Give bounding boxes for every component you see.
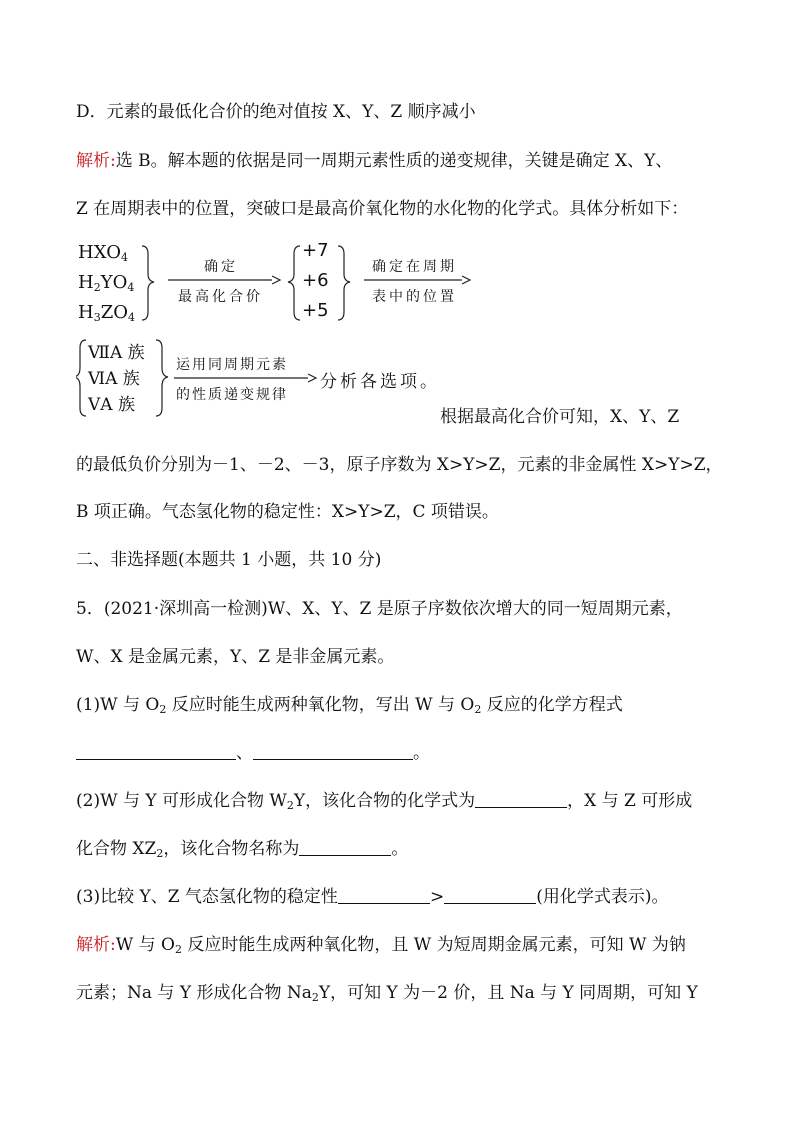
analysis-text: 选 B。解本题的依据是同一周期元素性质的递变规律，关键是确定 X、Y、	[115, 151, 673, 171]
answer-analysis-line-2: 元素；Na 与 Y 形成化合物 $Na_2Y$，可知 Y 为－2 价，且 Na 与 Y 同周期，可知 Y	[76, 983, 698, 1004]
arrow-1-top-label: 确定	[204, 259, 238, 275]
answer-blank-2[interactable]	[253, 743, 413, 760]
arrow-1-head	[272, 276, 280, 284]
question-5-line-1: 5．(2021·深圳高一检测)W、X、Y、Z 是原子序数依次增大的同一短周期元素，	[76, 599, 683, 619]
arrow-3-head	[308, 374, 316, 382]
analysis-line-5: B 项正确。气态氢化物的稳定性：X>Y>Z，C 项错误。	[76, 502, 499, 522]
question-5-part-1: (1)W 与 $O_2$ 反应时能生成两种氧化物，写出 W 与 $O_2$ 反应的化学方程式	[76, 695, 623, 716]
answer-blank-4[interactable]	[299, 839, 391, 856]
analysis-line-1	[76, 149, 672, 173]
analysis-label: 解析:	[76, 151, 116, 171]
question-5-line-2: W、X 是金属元素，Y、Z 是非金属元素。	[76, 647, 395, 667]
value-plus6: +6	[302, 270, 329, 291]
answer-analysis-line-1: 解析:W 与 $O_2$ 反应时能生成两种氧化物，且 W 为短周期金属元素，可知 W 为钠	[76, 935, 686, 956]
group-via: ⅥA 族	[88, 369, 140, 389]
question-5-part-1-answers: 、 。	[76, 741, 430, 765]
answer-analysis-label: 解析:	[76, 935, 116, 955]
question-5-part-2-line-2: 化合物 $XZ_2$，该化合物名称为 。	[76, 839, 409, 860]
answer-blank-1[interactable]	[76, 743, 236, 760]
answer-blank-6[interactable]	[444, 887, 536, 904]
analysis-line-3: 根据最高化合价可知，X、Y、Z	[440, 407, 680, 427]
arrow-2-top-label: 确定在周期	[372, 259, 457, 275]
question-5-part-2: (2)W 与 Y 可形成化合物 $W_2Y$，该化合物的化学式为 ，X 与 Z 可形成	[76, 791, 693, 812]
acid-hxo4: $HXO_4$	[78, 242, 128, 264]
arrow-2-bottom-label: 表中的位置	[372, 289, 457, 305]
group-va: ⅤA 族	[88, 395, 135, 415]
acid-h2yo4: $H_2YO_4$	[78, 272, 135, 294]
acid-h3zo4: $H_3ZO_4$	[78, 302, 135, 324]
group-viia: ⅦA 族	[88, 343, 145, 363]
value-plus7: +7	[302, 240, 329, 261]
question-5-part-3: (3)比较 Y、Z 气态氢化物的稳定性 > (用化学式表示)。	[76, 887, 669, 907]
answer-blank-3[interactable]	[475, 791, 567, 808]
analysis-line-2: Z 在周期表中的位置，突破口是最高价氧化物的水化物的化学式。具体分析如下：	[76, 199, 689, 219]
arrow-3-top-label: 运用同周期元素	[176, 357, 288, 373]
answer-blank-5[interactable]	[338, 887, 430, 904]
option-d: D．元素的最低化合价的绝对值按 X、Y、Z 顺序减小	[76, 102, 476, 122]
right-brace-2	[338, 246, 350, 320]
section-heading: 二、非选择题(本题共 1 小题，共 10 分)	[76, 550, 382, 570]
right-brace-3	[156, 340, 168, 416]
left-brace-3	[76, 340, 86, 416]
left-brace-2	[288, 246, 300, 320]
value-plus5: +5	[302, 300, 329, 321]
arrow-3-bottom-label: 的性质递变规律	[176, 387, 288, 403]
reasoning-diagram	[76, 240, 536, 420]
arrow-1-bottom-label: 最高化合价	[178, 289, 263, 305]
right-brace-1	[142, 246, 154, 320]
diagram-conclusion: 分析各选项。	[320, 372, 440, 392]
analysis-line-4: 的最低负价分别为－1、－2、－3，原子序数为 X>Y>Z，元素的非金属性 X>Y>Z，	[76, 455, 723, 475]
arrow-2-head	[462, 276, 470, 284]
